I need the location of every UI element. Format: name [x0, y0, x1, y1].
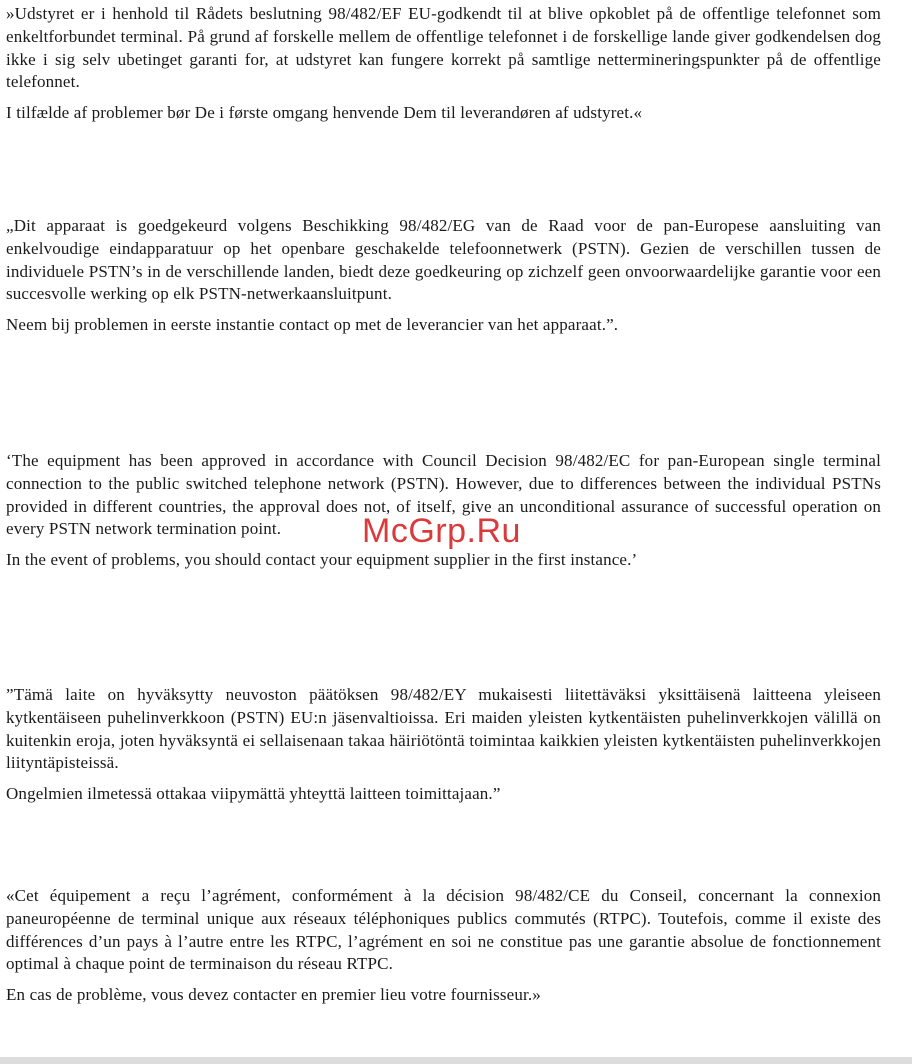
danish-approval-notice [6, 3, 881, 125]
french-approval-notice [6, 885, 881, 1007]
french-contact-paragraph: En cas de problème, vous devez contacter en premier lieu votre fournisseur.» [6, 985, 541, 1005]
danish-contact-paragraph: I tilfælde af problemer bør De i første omgang henvende Dem til leverandøren af udstyret.« [6, 103, 643, 123]
english-contact-paragraph: In the event of problems, you should contact your equipment supplier in the first instance.’ [6, 550, 638, 570]
site-watermark: McGrp.Ru [362, 512, 521, 550]
english-main-paragraph: ‘The equipment has been approved in accordance with Council Decision 98/482/EC for pan-European single terminal connection to the public switched telephone network (PSTN). However, due to differences between the individual PSTNs provided in different countries, the approval does not, of itself, give an unconditional assurance of successful operation on every PSTN network termination point. [6, 451, 881, 539]
dutch-contact-paragraph: Neem bij problemen in eerste instantie contact op met de leverancier van het apparaat.”. [6, 315, 619, 335]
danish-main-paragraph: »Udstyret er i henhold til Rådets beslutning 98/482/EF EU-godkendt til at blive opkoblet på de offentlige telefonnet som enkeltforbundet terminal. På grund af forskelle mellem de offentlige telefonnet i de forskellige lande giver godkendelsen dog ikke i sig selv ubetinget garanti for, at udstyret kan fungere korrekt på samtlige nettermineringspunkter på de offentlige telefonnet. [6, 4, 881, 92]
page-bottom-edge [0, 1057, 912, 1064]
finnish-contact-paragraph: Ongelmien ilmetessä ottakaa viipymättä yhteyttä laitteen toimittajaan.” [6, 784, 501, 804]
english-approval-notice [6, 450, 881, 572]
dutch-approval-notice [6, 215, 881, 337]
finnish-main-paragraph: ”Tämä laite on hyväksytty neuvoston päätöksen 98/482/EY mukaisesti liitettäväksi yksittäisenä laitteena yleiseen kytkentäiseen puhelinverkkoon (PSTN) EU:n jäsenvaltioissa. Eri maiden yleisten kytkentäisten puhelinverkkojen välillä on kuitenkin eroja, joten hyväksyntä ei sellaisenaan takaa häiriötöntä toimintaa kaikkien yleisten kytkentäisten puhelinverkkojen liityntäpisteissä. [6, 685, 881, 773]
finnish-approval-notice [6, 684, 881, 806]
french-main-paragraph: «Cet équipement a reçu l’agrément, conformément à la décision 98/482/CE du Conseil, concernant la connexion paneuropéenne de terminal unique aux réseaux téléphoniques publics commutés (RTPC). Toutefois, comme il existe des différences d’un pays à l’autre entre les RTPC, l’agrément en soi ne constitue pas une garantie absolue de fonctionnement optimal à chaque point de terminaison du réseau RTPC. [6, 886, 881, 974]
dutch-main-paragraph: „Dit apparaat is goedgekeurd volgens Beschikking 98/482/EG van de Raad voor de pan-Europese aansluiting van enkelvoudige eindapparatuur op het openbare geschakelde telefoonnetwerk (PSTN). Gezien de verschillen tussen de individuele PSTN’s in de verschillende landen, biedt deze goedkeuring op zichzelf geen onvoorwaardelijke garantie voor een succesvolle werking op elk PSTN-netwerkaansluitpunt. [6, 216, 881, 304]
